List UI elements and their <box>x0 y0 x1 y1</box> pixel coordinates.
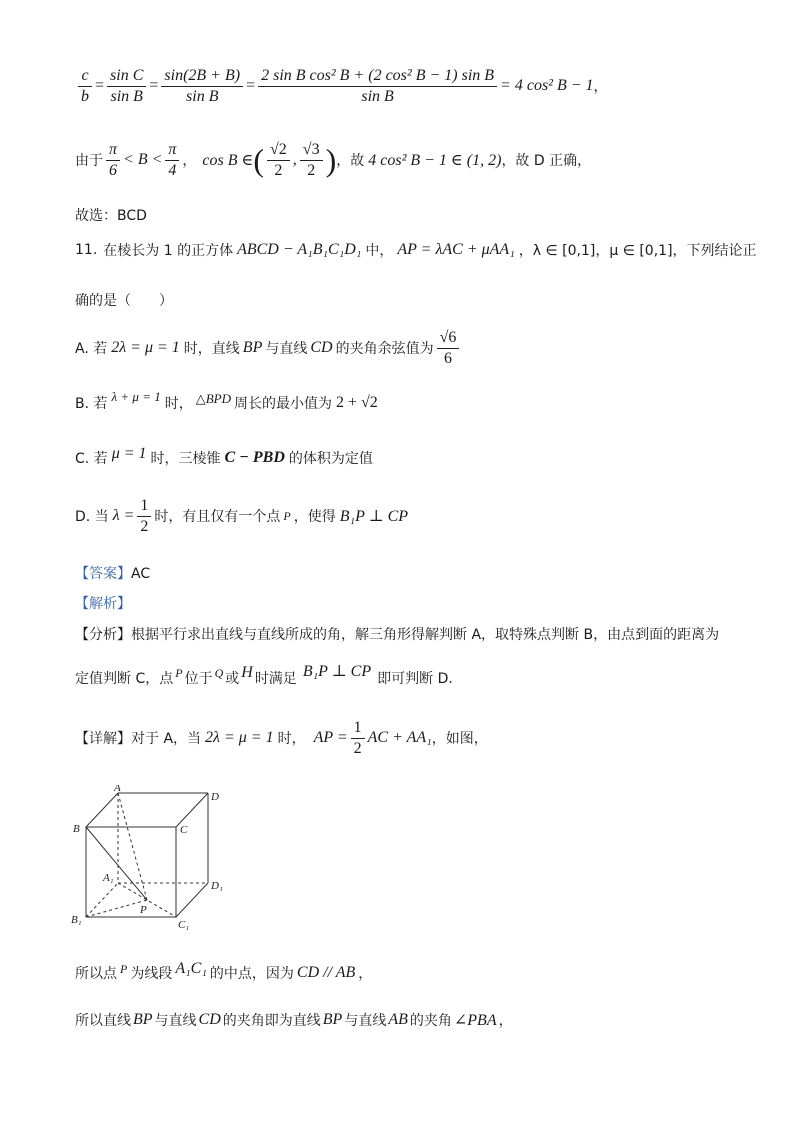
equation-ratio: $\frac{c}{b}$ = $\frac{\text{sin C}}{\text{sin B}}$ = $\frac{\sin(2B + B)}{\text{sin B}}$ = $\frac{\text{2 sin B cos² B + (2 cos² B − 1) sin B}}{\text{sin B}}$ = 4 cos² B − 1 ， <box>75 62 760 110</box>
label-A: A <box>114 785 121 794</box>
fraction-sqrt2-2: $\frac{√2}{2}$ <box>267 140 290 181</box>
fenxi-line1: 【分析】根据平行求出直线与直线所成的角，解三角形得解判断 A，取特殊点判断 B，由点到面的距离为 <box>75 627 720 643</box>
fraction-one-half: $\frac{1}{2}$ <box>137 496 151 537</box>
cube-figure <box>70 785 230 930</box>
answer-tag: 【答案】 <box>75 566 131 582</box>
conclusion-line2: 所以直线 BP 与直线 CD 的夹角即为直线 BP 与直线 AB 的夹角 ∠PBA ， <box>75 1011 513 1029</box>
label-P: P <box>140 904 147 916</box>
fraction-sin3B-over-sinB: $\frac{\sin(2B + B)}{\text{sin B}}$ <box>161 66 243 107</box>
answer-line <box>75 563 760 583</box>
label-B: B <box>73 823 80 835</box>
label-D: D <box>211 791 219 803</box>
fraction-sqrt3-2: $\frac{√3}{2}$ <box>300 140 323 181</box>
fraction-expanded: $\frac{\text{2 sin B cos² B + (2 cos² B − 1) sin B}}{\text{sin B}}$ <box>258 66 497 107</box>
option-a: A. 若 2λ = μ = 1 时，直线 BP 与直线 CD 的夹角余弦值为 $\frac{√6}{6}$ <box>75 322 760 374</box>
answer-value: AC <box>131 566 151 582</box>
fraction-half-detail: $\frac{1}{2}$ <box>351 718 365 759</box>
equation-result: = 4 cos² B − 1 <box>500 77 594 94</box>
edge-BA <box>86 793 118 827</box>
label-B1: B₁ <box>71 914 82 926</box>
segment-BP <box>86 827 147 900</box>
cube-name: ABCD − A₁B₁C₁D₁ <box>237 241 362 258</box>
detail-line: 【详解】 对于 A，当 2λ = μ = 1 时， AP = $\frac{1}{2}$ AC + AA₁ ，如图， <box>75 718 488 757</box>
label-A1: A₁ <box>103 872 114 884</box>
option-b: B. 若 λ + μ = 1 时， △BPD 周长的最小值为 2 + √2 <box>75 389 378 412</box>
analysis-tag: 【解析】 <box>75 596 131 612</box>
edge-CD <box>176 793 208 827</box>
option-d: D. 当 λ = $\frac{1}{2}$ 时，有且仅有一个点 P ，使得 B₁P ⊥ CP <box>75 496 409 535</box>
question-11-line2: 确的是（ ） <box>75 293 173 309</box>
fenxi-line2: 定值判断 C，点 P 位于 Q 或 H 时满足 B₁P ⊥ CP 即可判断 D. <box>75 663 453 687</box>
option-c: C. 若 μ = 1 时，三棱锥 C − PBD 的体积为定值 <box>75 445 373 467</box>
question-11: 11. 在棱长为 1 的正方体 ABCD − A₁B₁C₁D₁ 中， AP = λAC + μAA₁ ，λ ∈ [0,1]，μ ∈ [0,1]，下列结论正 <box>75 241 757 259</box>
equation-range: 由于 $\frac{\pi}{6}$ < B < $\frac{\pi}{4}$ ， cos B ∈ ( $\frac{√2}{2}$ , $\frac{√3}{2}$ ) ，故 4 cos² B − 1 ∈ (1, 2) ，故 D 正确， <box>75 140 592 179</box>
fraction-sinC-over-sinB: $\frac{\text{sin C}}{\text{sin B}}$ <box>107 66 146 107</box>
label-C1: C₁ <box>178 919 190 930</box>
segment-B1P <box>86 900 147 917</box>
vector-equation: AP = λAC + μAA₁ <box>397 241 515 258</box>
label-D1: D₁ <box>211 880 223 892</box>
fraction-sqrt6-6: $\frac{√6}{6}$ <box>437 328 460 369</box>
fraction-pi-6: $\frac{\pi}{6}$ <box>106 140 120 181</box>
label-C: C <box>180 824 188 836</box>
segment-AP <box>118 793 147 900</box>
edge-B1A1 <box>86 883 118 917</box>
conclusion-line1: 所以点 P 为线段 A₁C₁ 的中点，因为 CD // AB ， <box>75 960 373 982</box>
fraction-c-over-b: $\frac{c}{b}$ <box>78 66 92 107</box>
choice-line: 故选：BCD <box>75 208 147 224</box>
fraction-pi-4: $\frac{\pi}{4}$ <box>165 140 179 181</box>
edge-C1D1 <box>176 883 208 917</box>
